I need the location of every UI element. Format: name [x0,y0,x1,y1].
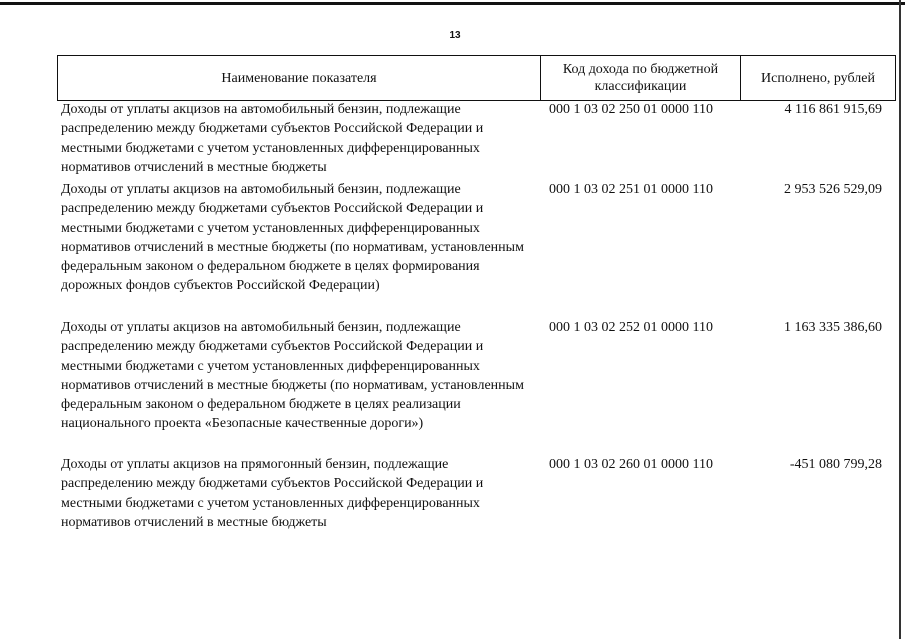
row-executed-amount: 4 116 861 915,69 [784,102,882,117]
row-indicator-name: Доходы от уплаты акцизов на прямогонный бензин, подлежащие распределению между бюджетами субъектов Российской Федерации и местными бюджетами с учетом установленных дифференцированных нормативов отчислений в местные бюджеты [61,457,484,530]
header-income-code: Код дохода по бюджетной классификации [541,56,741,101]
header-row [58,56,896,101]
table-header [57,55,896,101]
page-number: 13 [449,30,461,41]
row-executed-amount: 2 953 526 529,09 [784,182,882,197]
row-indicator-name: Доходы от уплаты акцизов на автомобильный бензин, подлежащие распределению между бюджетами субъектов Российской Федерации и местными бюджетами с учетом установленных дифференцированных нормативов отчислений в местные бюджеты (по нормативам, установленным федеральным законом о федеральном бюджете в целях формирования дорожных фондов субъектов Российской Федерации) [61,182,524,294]
row-indicator-name: Доходы от уплаты акцизов на автомобильный бензин, подлежащие распределению между бюджетами субъектов Российской Федерации и местными бюджетами с учетом установленных дифференцированных нормативов отчислений в местные бюджеты (по нормативам, установленным федеральным законом о федеральном бюджете в целях реализации национального проекта «Безопасные качественные дороги») [61,320,524,432]
row-income-code: 000 1 03 02 251 01 0000 110 [549,182,713,197]
row-executed-amount: -451 080 799,28 [789,457,882,472]
top-border-line [0,2,905,5]
header-executed-amount: Исполнено, рублей [741,56,896,101]
header-indicator-name: Наименование показателя [58,56,541,101]
row-income-code: 000 1 03 02 260 01 0000 110 [549,457,713,472]
row-indicator-name: Доходы от уплаты акцизов на автомобильный бензин, подлежащие распределению между бюджетами субъектов Российской Федерации и местными бюджетами с учетом установленных дифференцированных нормативов отчислений в местные бюджеты [61,102,484,175]
row-income-code: 000 1 03 02 250 01 0000 110 [549,102,713,117]
right-border-line [899,0,901,639]
row-executed-amount: 1 163 335 386,60 [784,320,882,335]
row-income-code: 000 1 03 02 252 01 0000 110 [549,320,713,335]
